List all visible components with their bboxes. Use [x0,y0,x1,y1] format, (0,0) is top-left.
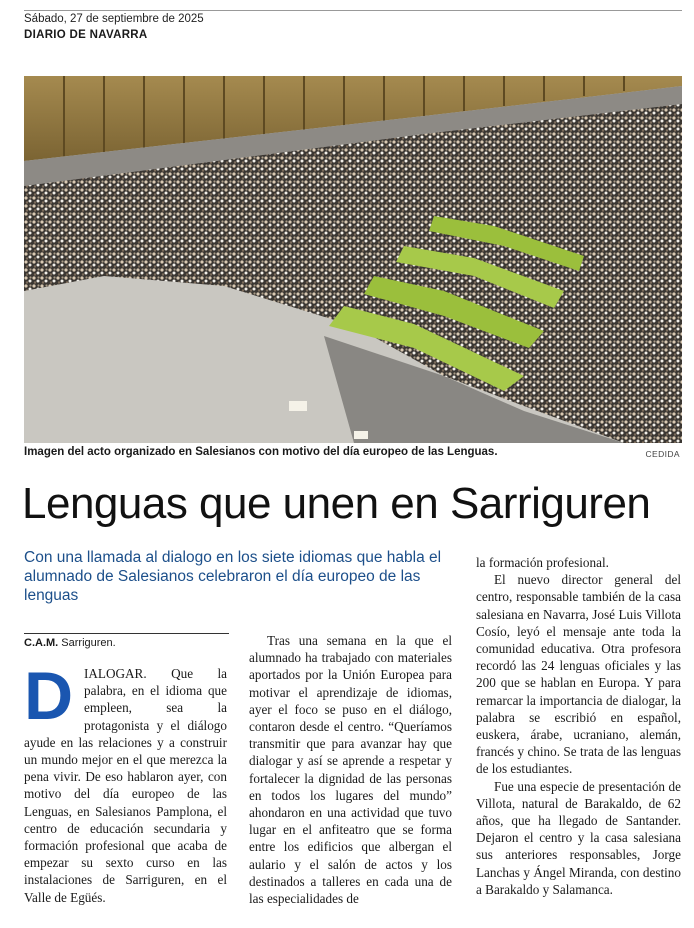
paragraph: El nuevo director general del centro, responsable también de la casa salesiana en Navarra, José Luis Villota Cosío, leyó el mensaje ante toda la comunidad educativa. Otra profesora recordó las 24 lenguas oficiales y las 200 que se hablan en Europa. Y para remarcar la importancia de dialogar, la palabra se escribió en español, euskera, árabe, ucraniano, alemán, francés y chino. Se trata de las lenguas de los estudiantes. [476,572,681,777]
byline-place: Sarriguren. [61,637,116,649]
byline [24,637,116,649]
photo-caption: Imagen del acto organizado en Salesianos con motivo del día europeo de las Lenguas. [24,446,498,458]
byline-author: C.A.M. [24,637,59,649]
paragraph: la formación profesional. [476,555,609,570]
photo-credit: CEDIDA [645,449,680,459]
subheadline: Con una llamada al dialogo en los siete idiomas que habla el alumnado de Salesianos celebraron el día europeo de las lenguas [24,549,442,604]
byline-rule [24,633,229,634]
paragraph: Fue una especie de presentación de Villota, natural de Barakaldo, de 62 años, que ha llegado de Santander. Dejaron el centro y la casa salesiana sus anteriores responsables, Jorge Lanchas y Ángel Miranda, con destino a Barakaldo y Salamanca. [476,778,681,897]
issue-date: Sábado, 27 de septiembre de 2025 [24,13,204,25]
article-column-1 [24,658,227,906]
publication-name: DIARIO DE NAVARRA [24,29,148,41]
photo-illustration [24,76,682,443]
header-rule [24,10,682,11]
headline: Lenguas que unen en Sarriguren [22,479,651,528]
article-photo [24,76,682,443]
drop-cap: D [24,658,74,734]
article-column-2 [249,632,452,907]
article-column-3 [476,554,681,898]
paragraph: Tras una semana en la que el alumnado ha trabajado con materiales aportados por la Unión Europea para motivar el aprendizaje de idiomas, ayer el foco se puso en el diálogo, contaron desde el centro. “Queríamos transmitir que para avanzar hay que dialogar y así se aprende a respetar y fortalecer la dignidad de las personas en todos los lugares del mundo” ahondaron en una actividad que tuvo lugar en el anfiteatro que se forma entre los edificios que albergan el aulario y el salón de actos y los destinados a talleres en cada una de las especialidades de [249,633,452,907]
paragraph: IALOGAR. Que la palabra, en el idioma que empleen, sea la protagonista y el diálogo ayude en las relaciones y a construir un mundo mejor en el que merezca la pena vivir. De eso hablaron ayer, con motivo del día europeo de las Lenguas, en Salesianos Pamplona, el centro de educación secundaria y formación profesional que acaba de empezar su sexto curso en las instalaciones de Sarriguren, en el Valle de Egüés. [24,666,227,905]
